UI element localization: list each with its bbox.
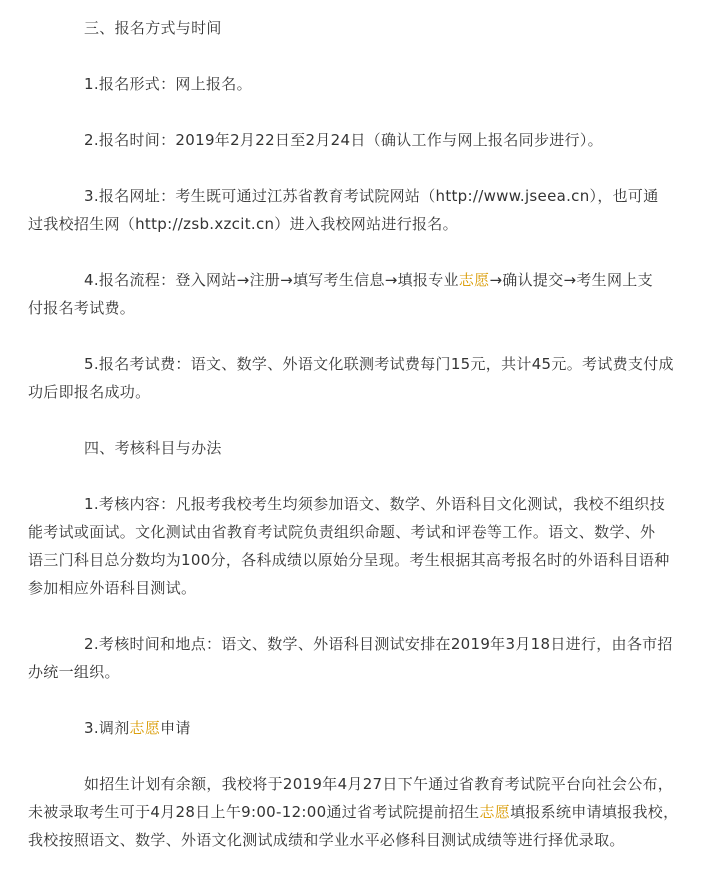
- section-4-heading: 四、考核科目与办法: [84, 439, 222, 457]
- section-3-item-1: 1.报名形式：网上报名。: [84, 75, 252, 93]
- section-3-item-5-line-1: 5.报名考试费：语文、数学、外语文化联测考试费每门15元，共计45元。考试费支付成: [84, 355, 674, 373]
- section-4-item-2-line-2: 办统一组织。: [28, 663, 120, 681]
- section-4-para-line-3: 我校按照语文、数学、外语文化测试成绩和学业水平必修科目测试成绩等进行择优录取。: [28, 831, 625, 849]
- section-4-item-2-line-1: 2.考核时间和地点：语文、数学、外语科目测试安排在2019年3月18日进行，由各市招: [84, 635, 673, 653]
- section-3-item-4-line-2: 付报名考试费。: [28, 299, 136, 317]
- process-text-b: →确认提交→考生网上支: [489, 271, 653, 289]
- section-4-item-1-line-1: 1.考核内容：凡报考我校考生均须参加语文、数学、外语科目文化测试，我校不组织技: [84, 495, 666, 513]
- para-text-a: 未被录取考生可于4月28日上午9:00-12:00通过省考试院提前招生: [28, 803, 480, 821]
- section-4-item-1-line-3: 语三门科目总分数均为100分，各科成绩以原始分呈现。考生根据其高考报名时的外语科目语种: [28, 551, 670, 569]
- zhiyuan-link[interactable]: 志愿: [129, 719, 161, 737]
- section-4-item-1-line-2: 能考试或面试。文化测试由省教育考试院负责组织命题、考试和评卷等工作。语文、数学、外: [28, 523, 656, 541]
- zhiyuan-link[interactable]: 志愿: [458, 271, 490, 289]
- adjust-text-a: 3.调剂: [84, 719, 130, 737]
- section-4-item-1-line-4: 参加相应外语科目测试。: [28, 579, 197, 597]
- zhiyuan-link[interactable]: 志愿: [479, 803, 511, 821]
- section-4-item-3: [84, 714, 717, 742]
- process-text-a: 4.报名流程：登入网站→注册→填写考生信息→填报专业: [84, 271, 459, 289]
- section-3-heading: 三、报名方式与时间: [84, 19, 222, 37]
- section-3-item-3-line-1: 3.报名网址：考生既可通过江苏省教育考试院网站（http://www.jseea.cn），也可通: [84, 187, 659, 205]
- adjust-text-b: 申请: [160, 719, 191, 737]
- section-3-item-4-line-1: [84, 266, 717, 294]
- section-3-item-3-line-2: 过我校招生网（http://zsb.xzcit.cn）进入我校网站进行报名。: [28, 215, 458, 233]
- para-text-b: 填报系统申请填报我校，: [510, 803, 679, 821]
- section-4-para-line-1: 如招生计划有余额，我校将于2019年4月27日下午通过省教育考试院平台向社会公布，: [84, 775, 674, 793]
- section-3-item-5-line-2: 功后即报名成功。: [28, 383, 151, 401]
- section-3-item-2: 2.报名时间：2019年2月22日至2月24日（确认工作与网上报名同步进行）。: [84, 131, 603, 149]
- section-4-para-line-2: [28, 798, 700, 826]
